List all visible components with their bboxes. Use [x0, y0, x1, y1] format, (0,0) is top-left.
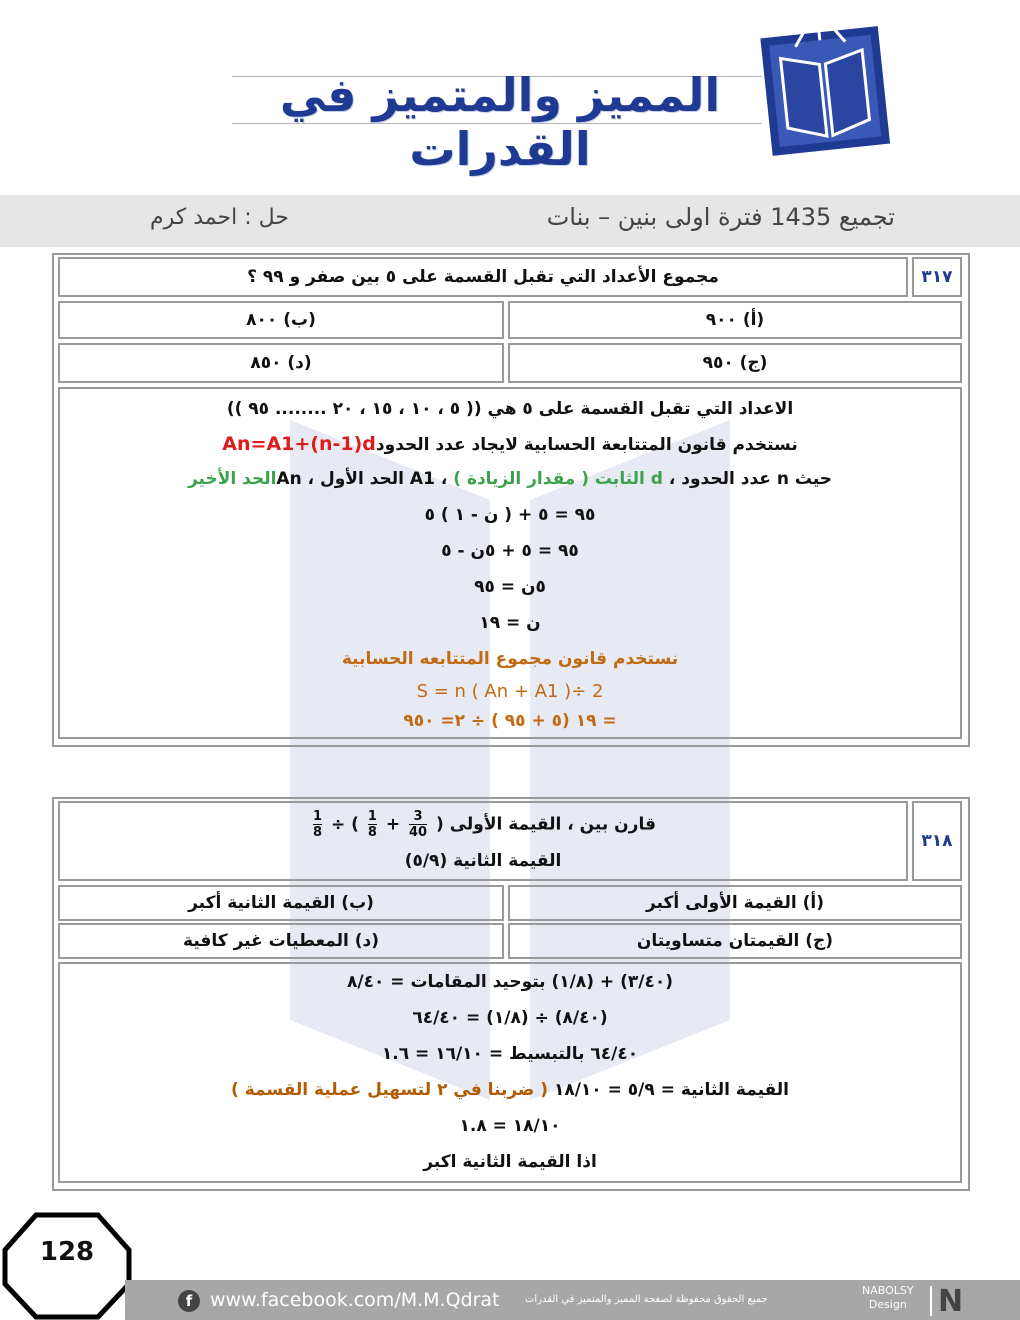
fraction-3-40 [409, 809, 427, 840]
solution-line: ن = ١٩ [479, 613, 541, 633]
sum-formula: S = n ( An + A1 )÷ 2 [416, 681, 604, 702]
q318-option-d[interactable] [58, 923, 504, 959]
solution-line [60, 433, 960, 455]
solution-line: الاعداد التي تقبل القسمة على ٥ هي (( ٥ ، ١٠ ، ١٥ ، ٢٠ ........ ٩٥ )) [226, 399, 794, 419]
q317-number-cell [912, 257, 962, 297]
q318-solution [58, 962, 962, 1183]
fraction-numerator: 1 [367, 809, 377, 824]
fraction-denominator: 8 [313, 825, 323, 840]
solution-text: حيث n عدد الحدود ، [662, 469, 833, 489]
q318-question-cell [58, 801, 908, 881]
solver-credit: حل : احمد كرم [150, 205, 289, 230]
facebook-icon[interactable]: f [178, 1290, 200, 1312]
book-logo-icon [754, 18, 897, 161]
question-number: ٣١٧ [921, 267, 953, 287]
question-text: قارن بين ، القيمة الأولى ( [436, 814, 656, 835]
solution-line [60, 1080, 960, 1100]
fraction-denominator: 8 [367, 825, 377, 840]
solution-line: ١٨/١٠ = ١.٨ [459, 1116, 561, 1136]
solution-line: ٩٥ = ٥ + ( ن - ١ ) ٥ [424, 505, 596, 525]
solution-line: نستخدم قانون مجموع المتتابعه الحسابية [341, 649, 679, 669]
fraction-numerator: 1 [313, 809, 323, 824]
solution-line: اذا القيمة الثانية اكبر [423, 1152, 597, 1172]
option-label: (ج) ٩٥٠ [702, 353, 768, 373]
fraction-numerator: 3 [409, 809, 427, 825]
solution-line: ٦٤/٤٠ بالتبسيط = ١٦/١٠ = ١.٦ [381, 1044, 639, 1064]
solution-line: ٥ن = ٩٥ [474, 577, 546, 597]
page-title: المميز والمتميز في القدرات [279, 68, 721, 176]
question-text: مجموع الأعداد التي تقبل القسمة على ٥ بين صفر و ٩٩ ؟ [247, 267, 719, 287]
formula-text: An=A1+(n-1)d [222, 433, 376, 455]
designer-logo: N [938, 1284, 964, 1319]
designer-name: NABOLSY [862, 1284, 914, 1297]
question-line: قارن بين ، القيمة الأولى ( $\frac{3}{40}$ + $\frac{1}{8}$ ) ÷ $\frac{1}{8}$ [313, 809, 656, 840]
q317-option-b[interactable] [58, 301, 504, 339]
option-label: (ج) القيمتان متساويتان [636, 931, 834, 951]
fraction-1-8 [368, 809, 377, 840]
solution-line: ٩٥ = ٥ + ٥ن - ٥ [441, 541, 579, 561]
q318-option-c[interactable] [508, 923, 962, 959]
q318-option-a[interactable] [508, 885, 962, 921]
q317-option-a[interactable] [508, 301, 962, 339]
page-number: 128 [39, 1237, 95, 1267]
highlight-text: d الثابت ( مقدار الزيادة ) [447, 469, 663, 489]
solution-line: (٣/٤٠) + (١/٨) بتوحيد المقامات = ٨/٤٠ [347, 972, 673, 992]
footer-divider [930, 1286, 932, 1316]
q317-solution [58, 387, 962, 739]
rights-notice: جميع الحقوق محفوظة لصفحة المميز والمتميز في القدرات [525, 1294, 768, 1305]
option-label: (د) المعطيات غير كافية [183, 931, 379, 951]
solution-text: نستخدم قانون المتتابعة الحسابية لايجاد عدد الحدود [375, 435, 798, 455]
solution-line: = ١٩ (٥ + ٩٥ ) ÷ ٢= ٩٥٠ [403, 711, 617, 731]
collection-title: تجميع 1435 فترة اولى بنين – بنات [546, 203, 895, 231]
question-number: ٣١٨ [921, 831, 953, 851]
solution-line [60, 469, 960, 489]
option-label: (د) ٨٥٠ [250, 353, 312, 373]
solution-text: القيمة الثانية = ٥/٩ = ١٨/١٠ [548, 1080, 789, 1100]
q318-number-cell [912, 801, 962, 881]
facebook-link[interactable]: www.facebook.com/M.M.Qdrat [210, 1289, 500, 1311]
option-label: (أ) ٩٠٠ [705, 310, 765, 330]
question-second-value: القيمة الثانية (٥/٩) [404, 851, 562, 871]
designer-credit [862, 1284, 914, 1312]
q317-question-cell [58, 257, 908, 297]
highlight-text: الحد الأخير [187, 469, 277, 489]
fraction-denominator: 40 [408, 825, 428, 840]
designer-subtitle: Design [868, 1298, 907, 1311]
option-label: (أ) القيمة الأولى أكبر [645, 893, 825, 913]
q317-option-c[interactable] [508, 343, 962, 383]
option-label: (ب) ٨٠٠ [246, 310, 316, 330]
solution-text: ، A1 الحد الأول ، An [276, 469, 448, 489]
option-label: (ب) القيمة الثانية أكبر [188, 893, 374, 913]
solution-line: (٨/٤٠) ÷ (١/٨) = ٦٤/٤٠ [412, 1008, 608, 1028]
fraction-1-8 [313, 809, 322, 840]
q318-option-b[interactable] [58, 885, 504, 921]
highlight-text: ( ضربنا في ٢ لتسهيل عملية القسمة ) [231, 1080, 549, 1100]
q317-option-d[interactable] [58, 343, 504, 383]
